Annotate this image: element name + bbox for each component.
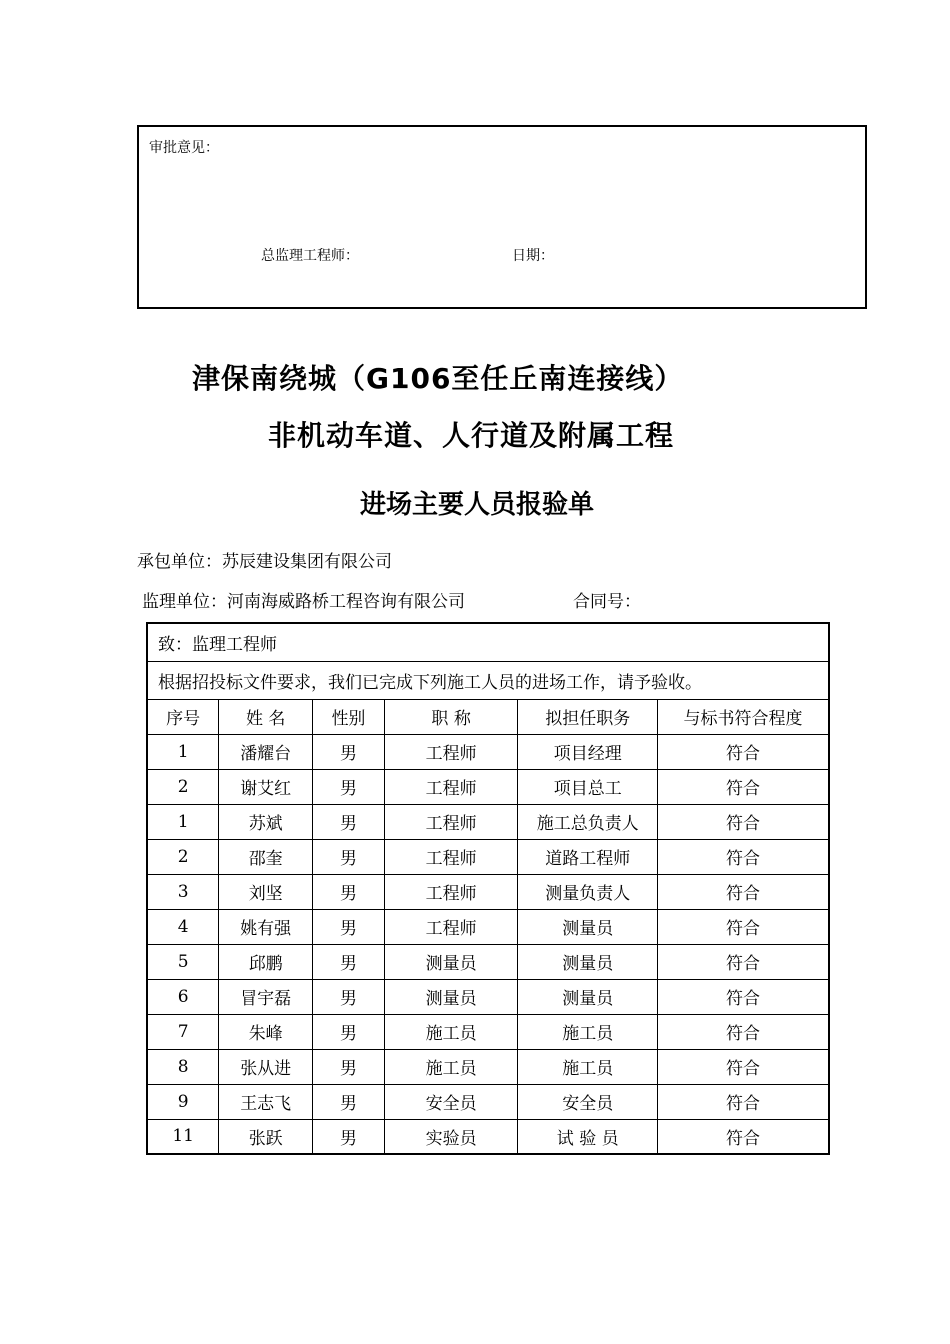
table-cell: 施工员 (518, 1049, 658, 1084)
table-cell: 测量员 (384, 979, 518, 1014)
table-cell: 工程师 (384, 769, 518, 804)
document-title-line1: 津保南绕城（G106至任丘南连接线） (192, 362, 684, 395)
contract-number-line: 合同号： (573, 592, 641, 612)
table-row (147, 874, 829, 909)
header-cell: 姓 名 (219, 699, 313, 734)
table-cell: 符合 (657, 769, 829, 804)
table-cell: 男 (313, 944, 385, 979)
table-cell: 男 (313, 804, 385, 839)
intro-cell: 根据招投标文件要求，我们已完成下列施工人员的进场工作，请予验收。 (147, 661, 829, 699)
table-cell: 测量负责人 (518, 874, 658, 909)
personnel-table (146, 622, 830, 1155)
table-cell: 项目经理 (518, 734, 658, 769)
table-cell: 1 (147, 804, 219, 839)
table-cell: 8 (147, 1049, 219, 1084)
table-row (147, 804, 829, 839)
table-cell: 安全员 (518, 1084, 658, 1119)
table-cell: 男 (313, 1084, 385, 1119)
table-cell: 符合 (657, 874, 829, 909)
table-cell: 符合 (657, 1084, 829, 1119)
table-cell: 2 (147, 769, 219, 804)
table-cell: 测量员 (518, 944, 658, 979)
table-cell: 符合 (657, 1014, 829, 1049)
table-cell: 符合 (657, 1119, 829, 1154)
table-row (147, 909, 829, 944)
table-cell: 6 (147, 979, 219, 1014)
approval-box (137, 125, 867, 309)
table-cell: 谢艾红 (219, 769, 313, 804)
table-cell: 男 (313, 1014, 385, 1049)
table-cell: 3 (147, 874, 219, 909)
table-cell: 男 (313, 874, 385, 909)
table-cell: 王志飞 (219, 1084, 313, 1119)
table-cell: 9 (147, 1084, 219, 1119)
header-cell: 性别 (313, 699, 385, 734)
addressee-row (147, 623, 829, 661)
table-cell: 5 (147, 944, 219, 979)
table-cell: 邱鹏 (219, 944, 313, 979)
table-row (147, 944, 829, 979)
table-row (147, 1014, 829, 1049)
header-cell: 序号 (147, 699, 219, 734)
table-cell: 男 (313, 1119, 385, 1154)
table-cell: 测量员 (384, 944, 518, 979)
table-cell: 符合 (657, 944, 829, 979)
date-label: 日期： (512, 248, 554, 264)
table-row (147, 1084, 829, 1119)
table-cell: 测量员 (518, 909, 658, 944)
table-row (147, 769, 829, 804)
table-cell: 实验员 (384, 1119, 518, 1154)
table-row (147, 1049, 829, 1084)
table-cell: 道路工程师 (518, 839, 658, 874)
header-cell: 与标书符合程度 (657, 699, 829, 734)
table-cell: 工程师 (384, 734, 518, 769)
table-cell: 施工总负责人 (518, 804, 658, 839)
table-cell: 符合 (657, 804, 829, 839)
table-cell: 项目总工 (518, 769, 658, 804)
addressee-cell: 致：监理工程师 (147, 623, 829, 661)
table-cell: 2 (147, 839, 219, 874)
table-cell: 符合 (657, 979, 829, 1014)
table-cell: 邵奎 (219, 839, 313, 874)
table-row (147, 1119, 829, 1154)
table-cell: 潘耀台 (219, 734, 313, 769)
table-cell: 施工员 (384, 1014, 518, 1049)
table-cell: 姚有强 (219, 909, 313, 944)
header-cell: 职 称 (384, 699, 518, 734)
table-cell: 符合 (657, 909, 829, 944)
table-cell: 男 (313, 769, 385, 804)
document-title-line2: 非机动车道、人行道及附属工程 (268, 419, 675, 452)
table-cell: 符合 (657, 734, 829, 769)
table-cell: 4 (147, 909, 219, 944)
table-cell: 男 (313, 979, 385, 1014)
header-cell: 拟担任职务 (518, 699, 658, 734)
table-cell: 男 (313, 909, 385, 944)
chief-engineer-label: 总监理工程师： (261, 248, 359, 264)
table-cell: 苏斌 (219, 804, 313, 839)
table-cell: 施工员 (518, 1014, 658, 1049)
table-cell: 1 (147, 734, 219, 769)
table-cell: 11 (147, 1119, 219, 1154)
table-cell: 7 (147, 1014, 219, 1049)
table-cell: 符合 (657, 839, 829, 874)
table-cell: 朱峰 (219, 1014, 313, 1049)
header-row (147, 699, 829, 734)
table-row (147, 979, 829, 1014)
table-row (147, 839, 829, 874)
supervisor-line: 监理单位：河南海威路桥工程咨询有限公司 (142, 592, 465, 612)
table-cell: 男 (313, 734, 385, 769)
table-cell: 张从进 (219, 1049, 313, 1084)
intro-row (147, 661, 829, 699)
table-cell: 工程师 (384, 874, 518, 909)
table-cell: 安全员 (384, 1084, 518, 1119)
contractor-line: 承包单位：苏辰建设集团有限公司 (137, 552, 392, 572)
table-cell: 施工员 (384, 1049, 518, 1084)
table-cell: 张跃 (219, 1119, 313, 1154)
table-cell: 男 (313, 839, 385, 874)
table-cell: 刘坚 (219, 874, 313, 909)
table-cell: 测量员 (518, 979, 658, 1014)
table-cell: 冒宇磊 (219, 979, 313, 1014)
table-row (147, 734, 829, 769)
approval-opinion-label: 审批意见： (149, 140, 219, 156)
table-cell: 试 验 员 (518, 1119, 658, 1154)
table-cell: 工程师 (384, 839, 518, 874)
table-cell: 工程师 (384, 909, 518, 944)
document-title-line3: 进场主要人员报验单 (360, 490, 595, 520)
table-cell: 符合 (657, 1049, 829, 1084)
table-cell: 工程师 (384, 804, 518, 839)
table-cell: 男 (313, 1049, 385, 1084)
